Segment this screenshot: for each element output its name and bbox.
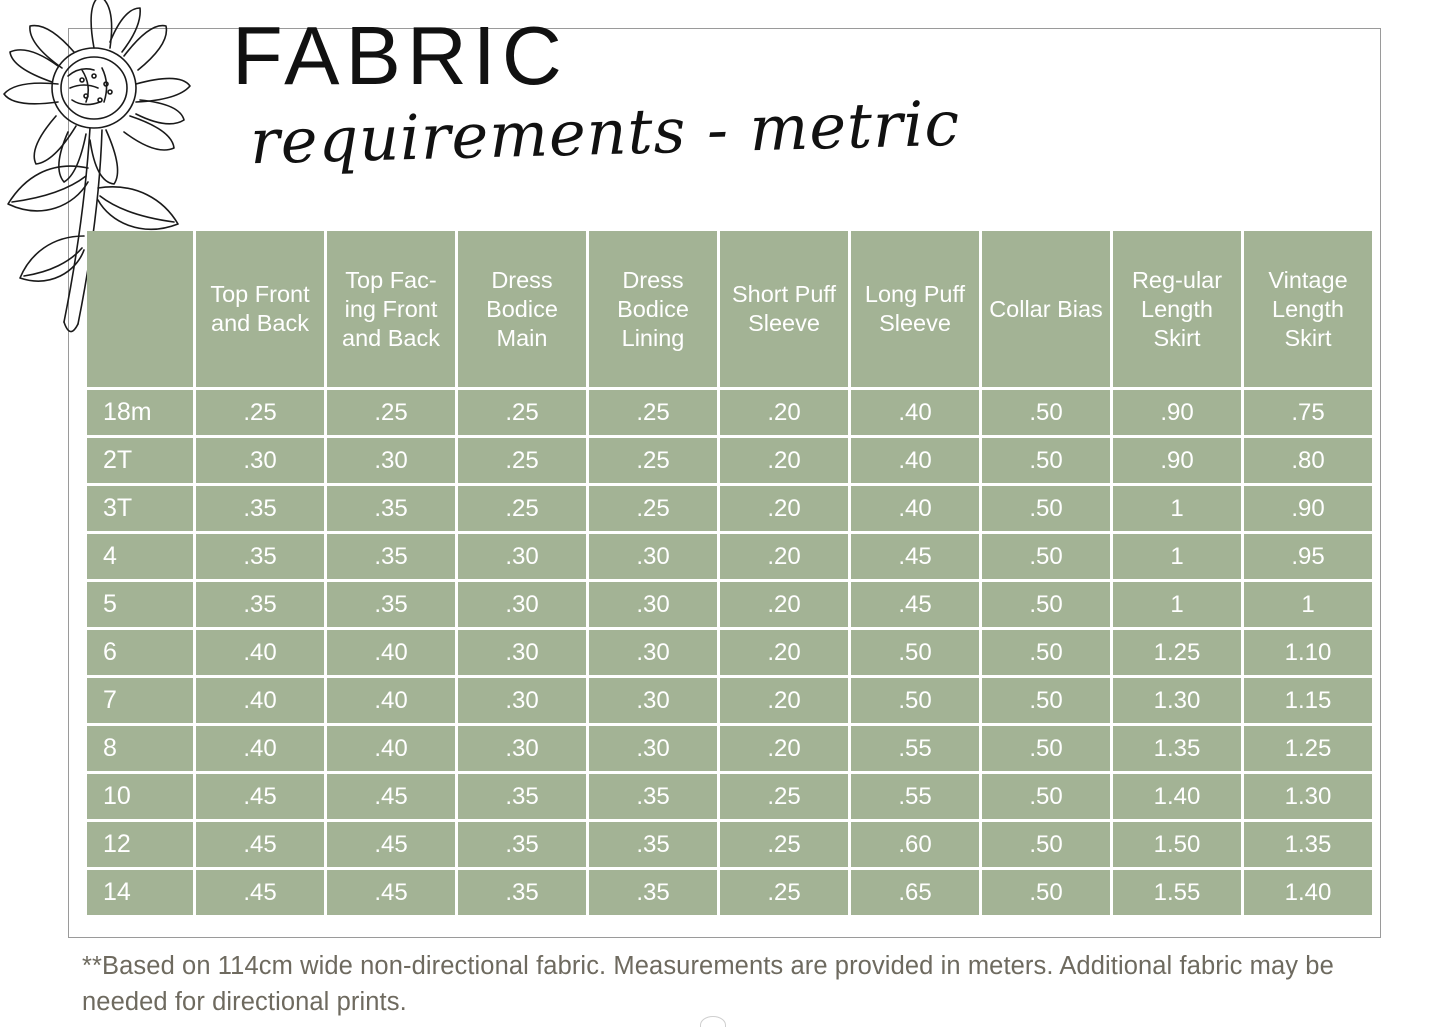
- cell-value: .40: [327, 726, 455, 771]
- cell-value: .75: [1244, 390, 1372, 435]
- cell-value: .25: [720, 774, 848, 819]
- column-header-dress-bodice-lining: Dress Bodice Lining: [589, 231, 717, 387]
- column-header-top-front-back: Top Front and Back: [196, 231, 324, 387]
- cell-value: .40: [196, 726, 324, 771]
- cell-value: .50: [982, 534, 1110, 579]
- table-row: [87, 774, 1372, 819]
- cell-value: .65: [851, 870, 979, 915]
- cell-value: .50: [982, 486, 1110, 531]
- cell-value: .25: [458, 390, 586, 435]
- cell-value: .90: [1113, 390, 1241, 435]
- cell-value: 1.25: [1113, 630, 1241, 675]
- cell-value: 1: [1113, 534, 1241, 579]
- cell-value: .45: [196, 870, 324, 915]
- size-label: 14: [87, 870, 193, 915]
- table-corner-cell: [87, 231, 193, 387]
- cell-value: .30: [589, 630, 717, 675]
- table-row: [87, 726, 1372, 771]
- cell-value: .25: [458, 486, 586, 531]
- cell-value: 1.55: [1113, 870, 1241, 915]
- table-row: [87, 486, 1372, 531]
- cell-value: .30: [458, 630, 586, 675]
- cell-value: .50: [982, 582, 1110, 627]
- cell-value: .80: [1244, 438, 1372, 483]
- size-label: 7: [87, 678, 193, 723]
- cell-value: .30: [589, 726, 717, 771]
- cell-value: .35: [589, 822, 717, 867]
- table-row: [87, 582, 1372, 627]
- cell-value: .30: [327, 438, 455, 483]
- cell-value: .30: [589, 534, 717, 579]
- size-label: 6: [87, 630, 193, 675]
- cell-value: .35: [196, 582, 324, 627]
- cell-value: .40: [327, 630, 455, 675]
- size-label: 18m: [87, 390, 193, 435]
- cell-value: 1: [1113, 582, 1241, 627]
- cell-value: .50: [982, 726, 1110, 771]
- cell-value: .35: [327, 486, 455, 531]
- column-header-regular-length-skirt: Reg-ular Length Skirt: [1113, 231, 1241, 387]
- page-subtitle: requirements - metric: [249, 86, 962, 179]
- cell-value: .45: [851, 582, 979, 627]
- fabric-table-wrapper: [84, 228, 1348, 918]
- size-label: 5: [87, 582, 193, 627]
- cell-value: .25: [589, 390, 717, 435]
- cell-value: .35: [196, 534, 324, 579]
- cell-value: .35: [458, 870, 586, 915]
- cell-value: .35: [458, 822, 586, 867]
- table-row: [87, 870, 1372, 915]
- size-label: 12: [87, 822, 193, 867]
- cell-value: .55: [851, 774, 979, 819]
- column-header-long-puff-sleeve: Long Puff Sleeve: [851, 231, 979, 387]
- cell-value: .30: [589, 678, 717, 723]
- cell-value: .50: [851, 630, 979, 675]
- cell-value: .50: [982, 870, 1110, 915]
- cell-value: .45: [196, 774, 324, 819]
- cell-value: .35: [196, 486, 324, 531]
- cell-value: .40: [196, 630, 324, 675]
- cell-value: .35: [327, 582, 455, 627]
- table-row: [87, 678, 1372, 723]
- column-header-vintage-length-skirt: Vintage Length Skirt: [1244, 231, 1372, 387]
- cell-value: .90: [1244, 486, 1372, 531]
- cell-value: 1: [1113, 486, 1241, 531]
- cell-value: .20: [720, 630, 848, 675]
- cell-value: .55: [851, 726, 979, 771]
- cell-value: .35: [589, 774, 717, 819]
- cell-value: .45: [327, 774, 455, 819]
- cell-value: .45: [327, 822, 455, 867]
- cell-value: .40: [851, 486, 979, 531]
- cell-value: .30: [458, 582, 586, 627]
- cell-value: 1.35: [1244, 822, 1372, 867]
- cell-value: .20: [720, 726, 848, 771]
- cell-value: .35: [327, 534, 455, 579]
- cell-value: .45: [196, 822, 324, 867]
- cell-value: .50: [982, 438, 1110, 483]
- size-label: 2T: [87, 438, 193, 483]
- cell-value: .40: [851, 438, 979, 483]
- cell-value: .50: [982, 630, 1110, 675]
- cell-value: 1.30: [1244, 774, 1372, 819]
- cell-value: .20: [720, 678, 848, 723]
- cell-value: 1.50: [1113, 822, 1241, 867]
- cell-value: .25: [327, 390, 455, 435]
- cell-value: .25: [720, 870, 848, 915]
- cell-value: 1.30: [1113, 678, 1241, 723]
- cell-value: .20: [720, 438, 848, 483]
- cell-value: 1.10: [1244, 630, 1372, 675]
- cell-value: .25: [589, 486, 717, 531]
- cell-value: .90: [1113, 438, 1241, 483]
- cell-value: .35: [589, 870, 717, 915]
- cell-value: .25: [720, 822, 848, 867]
- table-body: [87, 390, 1372, 915]
- cell-value: 1.35: [1113, 726, 1241, 771]
- size-label: 3T: [87, 486, 193, 531]
- cell-value: .45: [327, 870, 455, 915]
- fabric-requirements-table: [84, 228, 1375, 918]
- column-header-collar-bias: Collar Bias: [982, 231, 1110, 387]
- cell-value: 1: [1244, 582, 1372, 627]
- cell-value: .40: [196, 678, 324, 723]
- cell-value: .30: [458, 726, 586, 771]
- cell-value: .20: [720, 486, 848, 531]
- column-header-short-puff-sleeve: Short Puff Sleeve: [720, 231, 848, 387]
- table-header-row: [87, 231, 1372, 387]
- column-header-dress-bodice-main: Dress Bodice Main: [458, 231, 586, 387]
- cell-value: .50: [982, 678, 1110, 723]
- cell-value: .30: [196, 438, 324, 483]
- cell-value: 1.25: [1244, 726, 1372, 771]
- cell-value: .30: [458, 678, 586, 723]
- cell-value: .50: [982, 390, 1110, 435]
- cell-value: .60: [851, 822, 979, 867]
- cell-value: .25: [589, 438, 717, 483]
- title-block: [232, 9, 1132, 214]
- cell-value: .40: [327, 678, 455, 723]
- table-row: [87, 534, 1372, 579]
- cell-value: .25: [196, 390, 324, 435]
- cell-value: .30: [458, 534, 586, 579]
- cell-value: .30: [589, 582, 717, 627]
- cell-value: .45: [851, 534, 979, 579]
- cell-value: .20: [720, 534, 848, 579]
- table-row: [87, 822, 1372, 867]
- column-header-top-facing-front-back: Top Fac-ing Front and Back: [327, 231, 455, 387]
- cell-value: .95: [1244, 534, 1372, 579]
- cell-value: .35: [458, 774, 586, 819]
- footnote-text: **Based on 114cm wide non-directional fabric. Measurements are provided in meters. Additional fabric may be needed for directional prints.: [82, 952, 1334, 1016]
- cell-value: 1.15: [1244, 678, 1372, 723]
- cell-value: .40: [851, 390, 979, 435]
- page-bottom-mark: [700, 1016, 726, 1027]
- table-row: [87, 390, 1372, 435]
- cell-value: 1.40: [1244, 870, 1372, 915]
- size-label: 4: [87, 534, 193, 579]
- size-label: 8: [87, 726, 193, 771]
- table-row: [87, 438, 1372, 483]
- page-title: FABRIC: [232, 9, 568, 102]
- cell-value: .20: [720, 390, 848, 435]
- size-label: 10: [87, 774, 193, 819]
- cell-value: .20: [720, 582, 848, 627]
- cell-value: 1.40: [1113, 774, 1241, 819]
- cell-value: .50: [982, 774, 1110, 819]
- cell-value: .50: [851, 678, 979, 723]
- cell-value: .50: [982, 822, 1110, 867]
- table-row: [87, 630, 1372, 675]
- cell-value: .25: [458, 438, 586, 483]
